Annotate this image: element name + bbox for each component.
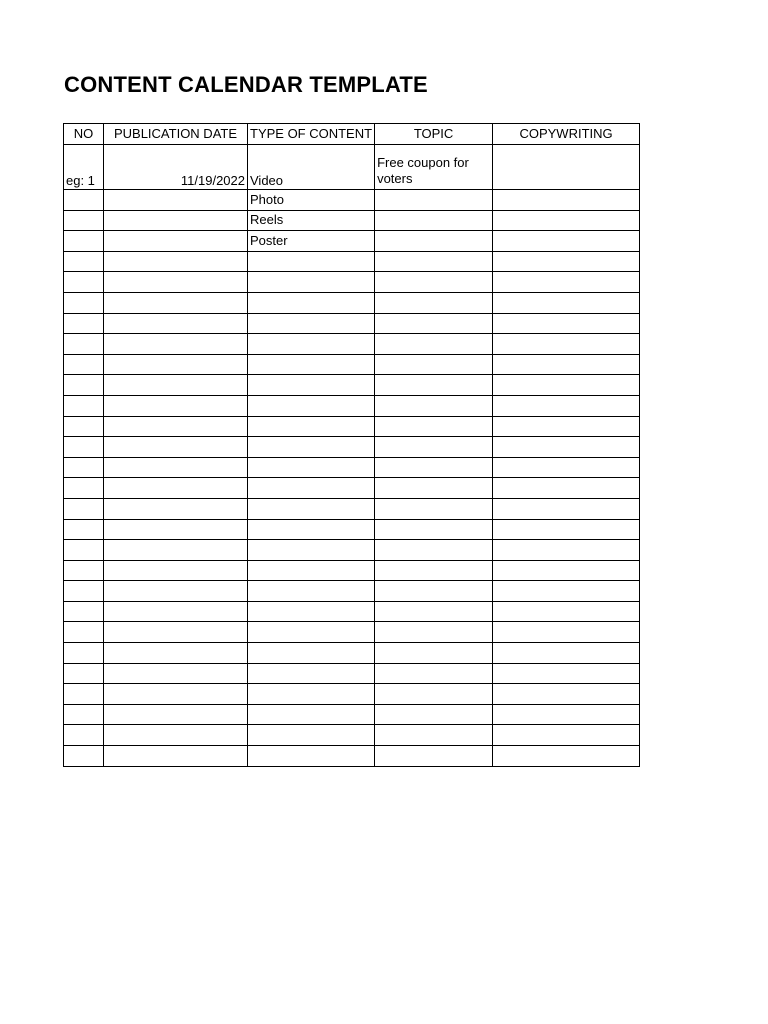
cell-no[interactable]: [64, 663, 104, 684]
cell-publication-date[interactable]: [104, 746, 248, 767]
header-copywriting: COPYWRITING: [493, 124, 640, 145]
cell-type-of-content[interactable]: [248, 478, 375, 499]
table-row: [64, 251, 640, 272]
cell-copywriting[interactable]: [493, 457, 640, 478]
table-row: [64, 145, 640, 190]
table-row: [64, 272, 640, 293]
cell-copywriting[interactable]: [493, 210, 640, 231]
cell-copywriting[interactable]: [493, 145, 640, 190]
cell-publication-date[interactable]: [104, 292, 248, 313]
cell-topic[interactable]: [375, 292, 493, 313]
cell-copywriting[interactable]: [493, 581, 640, 602]
header-no: NO: [64, 124, 104, 145]
cell-publication-date[interactable]: [104, 622, 248, 643]
cell-topic[interactable]: [375, 437, 493, 458]
table-row: [64, 581, 640, 602]
table-row: [64, 684, 640, 705]
table-row: [64, 498, 640, 519]
table-row: [64, 375, 640, 396]
cell-type-of-content[interactable]: [248, 581, 375, 602]
table-row: [64, 725, 640, 746]
cell-topic[interactable]: [375, 746, 493, 767]
cell-type-of-content[interactable]: [248, 663, 375, 684]
cell-type-of-content[interactable]: [248, 375, 375, 396]
cell-no[interactable]: [64, 395, 104, 416]
cell-type-of-content[interactable]: Photo: [248, 190, 375, 211]
cell-no[interactable]: [64, 354, 104, 375]
cell-topic[interactable]: Free coupon for voters: [375, 145, 493, 190]
cell-publication-date[interactable]: [104, 334, 248, 355]
table-row: [64, 334, 640, 355]
cell-publication-date[interactable]: [104, 437, 248, 458]
cell-no[interactable]: eg: 1: [64, 145, 104, 190]
cell-copywriting[interactable]: [493, 498, 640, 519]
cell-topic[interactable]: [375, 663, 493, 684]
cell-publication-date[interactable]: [104, 643, 248, 664]
cell-topic[interactable]: [375, 313, 493, 334]
cell-type-of-content[interactable]: [248, 540, 375, 561]
cell-type-of-content[interactable]: [248, 725, 375, 746]
cell-publication-date[interactable]: [104, 354, 248, 375]
cell-no[interactable]: [64, 210, 104, 231]
cell-copywriting[interactable]: [493, 622, 640, 643]
cell-no[interactable]: [64, 457, 104, 478]
table-row: [64, 519, 640, 540]
cell-publication-date[interactable]: [104, 313, 248, 334]
cell-publication-date[interactable]: [104, 457, 248, 478]
cell-publication-date[interactable]: [104, 251, 248, 272]
cell-type-of-content[interactable]: [248, 457, 375, 478]
cell-type-of-content[interactable]: [248, 601, 375, 622]
cell-copywriting[interactable]: [493, 292, 640, 313]
cell-topic[interactable]: [375, 416, 493, 437]
cell-topic[interactable]: [375, 375, 493, 396]
cell-topic[interactable]: [375, 231, 493, 252]
cell-copywriting[interactable]: [493, 190, 640, 211]
table-row: [64, 478, 640, 499]
cell-copywriting[interactable]: [493, 395, 640, 416]
cell-topic[interactable]: [375, 478, 493, 499]
table-row: [64, 704, 640, 725]
cell-no[interactable]: [64, 622, 104, 643]
cell-publication-date[interactable]: [104, 498, 248, 519]
cell-publication-date[interactable]: [104, 725, 248, 746]
cell-copywriting[interactable]: [493, 601, 640, 622]
cell-no[interactable]: [64, 643, 104, 664]
cell-no[interactable]: [64, 601, 104, 622]
cell-copywriting[interactable]: [493, 478, 640, 499]
cell-type-of-content[interactable]: [248, 437, 375, 458]
cell-copywriting[interactable]: [493, 354, 640, 375]
cell-type-of-content[interactable]: [248, 704, 375, 725]
cell-no[interactable]: [64, 272, 104, 293]
cell-topic[interactable]: [375, 581, 493, 602]
cell-copywriting[interactable]: [493, 272, 640, 293]
cell-topic[interactable]: [375, 210, 493, 231]
cell-no[interactable]: [64, 478, 104, 499]
cell-publication-date[interactable]: [104, 540, 248, 561]
cell-copywriting[interactable]: [493, 416, 640, 437]
cell-publication-date[interactable]: [104, 581, 248, 602]
header-type-of-content: TYPE OF CONTENT: [248, 124, 375, 145]
table-row: [64, 457, 640, 478]
cell-type-of-content[interactable]: [248, 622, 375, 643]
cell-no[interactable]: [64, 231, 104, 252]
table-row: [64, 622, 640, 643]
cell-copywriting[interactable]: [493, 251, 640, 272]
cell-topic[interactable]: [375, 519, 493, 540]
table-row: [64, 354, 640, 375]
cell-publication-date[interactable]: [104, 272, 248, 293]
cell-publication-date[interactable]: [104, 416, 248, 437]
cell-type-of-content[interactable]: [248, 643, 375, 664]
cell-topic[interactable]: [375, 622, 493, 643]
cell-no[interactable]: [64, 684, 104, 705]
cell-publication-date[interactable]: [104, 395, 248, 416]
cell-no[interactable]: [64, 560, 104, 581]
content-calendar-table: [63, 123, 640, 767]
cell-type-of-content[interactable]: [248, 395, 375, 416]
cell-type-of-content[interactable]: [248, 519, 375, 540]
cell-no[interactable]: [64, 251, 104, 272]
cell-publication-date[interactable]: [104, 190, 248, 211]
cell-no[interactable]: [64, 704, 104, 725]
table-row: [64, 643, 640, 664]
cell-copywriting[interactable]: [493, 231, 640, 252]
cell-topic[interactable]: [375, 334, 493, 355]
cell-copywriting[interactable]: [493, 684, 640, 705]
table-row: [64, 231, 640, 252]
cell-publication-date[interactable]: [104, 663, 248, 684]
table-row: [64, 210, 640, 231]
header-topic: TOPIC: [375, 124, 493, 145]
cell-copywriting[interactable]: [493, 560, 640, 581]
cell-topic[interactable]: [375, 704, 493, 725]
cell-type-of-content[interactable]: Reels: [248, 210, 375, 231]
table-row: [64, 601, 640, 622]
cell-topic[interactable]: [375, 251, 493, 272]
cell-copywriting[interactable]: [493, 704, 640, 725]
cell-no[interactable]: [64, 334, 104, 355]
cell-copywriting[interactable]: [493, 540, 640, 561]
cell-publication-date[interactable]: [104, 519, 248, 540]
table-row: [64, 395, 640, 416]
table-row: [64, 437, 640, 458]
cell-no[interactable]: [64, 746, 104, 767]
cell-topic[interactable]: [375, 190, 493, 211]
cell-type-of-content[interactable]: [248, 251, 375, 272]
cell-publication-date[interactable]: [104, 601, 248, 622]
cell-no[interactable]: [64, 540, 104, 561]
table-row: [64, 313, 640, 334]
cell-publication-date[interactable]: [104, 560, 248, 581]
cell-no[interactable]: [64, 581, 104, 602]
table-body: [64, 145, 640, 767]
table-row: [64, 292, 640, 313]
cell-type-of-content[interactable]: [248, 354, 375, 375]
cell-type-of-content[interactable]: Poster: [248, 231, 375, 252]
cell-copywriting[interactable]: [493, 437, 640, 458]
cell-no[interactable]: [64, 375, 104, 396]
cell-topic[interactable]: [375, 643, 493, 664]
cell-type-of-content[interactable]: [248, 334, 375, 355]
cell-publication-date[interactable]: [104, 478, 248, 499]
cell-copywriting[interactable]: [493, 375, 640, 396]
cell-publication-date[interactable]: [104, 704, 248, 725]
table-row: [64, 560, 640, 581]
cell-type-of-content[interactable]: Video: [248, 145, 375, 190]
cell-type-of-content[interactable]: [248, 416, 375, 437]
cell-copywriting[interactable]: [493, 725, 640, 746]
cell-no[interactable]: [64, 416, 104, 437]
cell-publication-date[interactable]: [104, 210, 248, 231]
cell-topic[interactable]: [375, 354, 493, 375]
cell-topic[interactable]: [375, 272, 493, 293]
cell-type-of-content[interactable]: [248, 498, 375, 519]
cell-no[interactable]: [64, 190, 104, 211]
cell-topic[interactable]: [375, 395, 493, 416]
cell-topic[interactable]: [375, 684, 493, 705]
cell-copywriting[interactable]: [493, 643, 640, 664]
cell-copywriting[interactable]: [493, 663, 640, 684]
cell-topic[interactable]: [375, 601, 493, 622]
cell-type-of-content[interactable]: [248, 684, 375, 705]
cell-topic[interactable]: [375, 457, 493, 478]
cell-topic[interactable]: [375, 540, 493, 561]
table-row: [64, 190, 640, 211]
cell-topic[interactable]: [375, 498, 493, 519]
header-publication-date: PUBLICATION DATE: [104, 124, 248, 145]
cell-copywriting[interactable]: [493, 334, 640, 355]
cell-copywriting[interactable]: [493, 746, 640, 767]
table-row: [64, 416, 640, 437]
table-row: [64, 540, 640, 561]
cell-type-of-content[interactable]: [248, 272, 375, 293]
cell-copywriting[interactable]: [493, 313, 640, 334]
cell-publication-date[interactable]: 11/19/2022: [104, 145, 248, 190]
cell-publication-date[interactable]: [104, 375, 248, 396]
cell-no[interactable]: [64, 725, 104, 746]
cell-publication-date[interactable]: [104, 684, 248, 705]
cell-type-of-content[interactable]: [248, 292, 375, 313]
cell-publication-date[interactable]: [104, 231, 248, 252]
cell-no[interactable]: [64, 437, 104, 458]
page-title: CONTENT CALENDAR TEMPLATE: [64, 72, 428, 97]
cell-type-of-content[interactable]: [248, 746, 375, 767]
cell-no[interactable]: [64, 292, 104, 313]
cell-topic[interactable]: [375, 560, 493, 581]
cell-copywriting[interactable]: [493, 519, 640, 540]
header-row: [64, 124, 640, 145]
cell-no[interactable]: [64, 498, 104, 519]
table-row: [64, 663, 640, 684]
cell-no[interactable]: [64, 313, 104, 334]
cell-topic[interactable]: [375, 725, 493, 746]
table-row: [64, 746, 640, 767]
cell-type-of-content[interactable]: [248, 313, 375, 334]
cell-type-of-content[interactable]: [248, 560, 375, 581]
cell-no[interactable]: [64, 519, 104, 540]
